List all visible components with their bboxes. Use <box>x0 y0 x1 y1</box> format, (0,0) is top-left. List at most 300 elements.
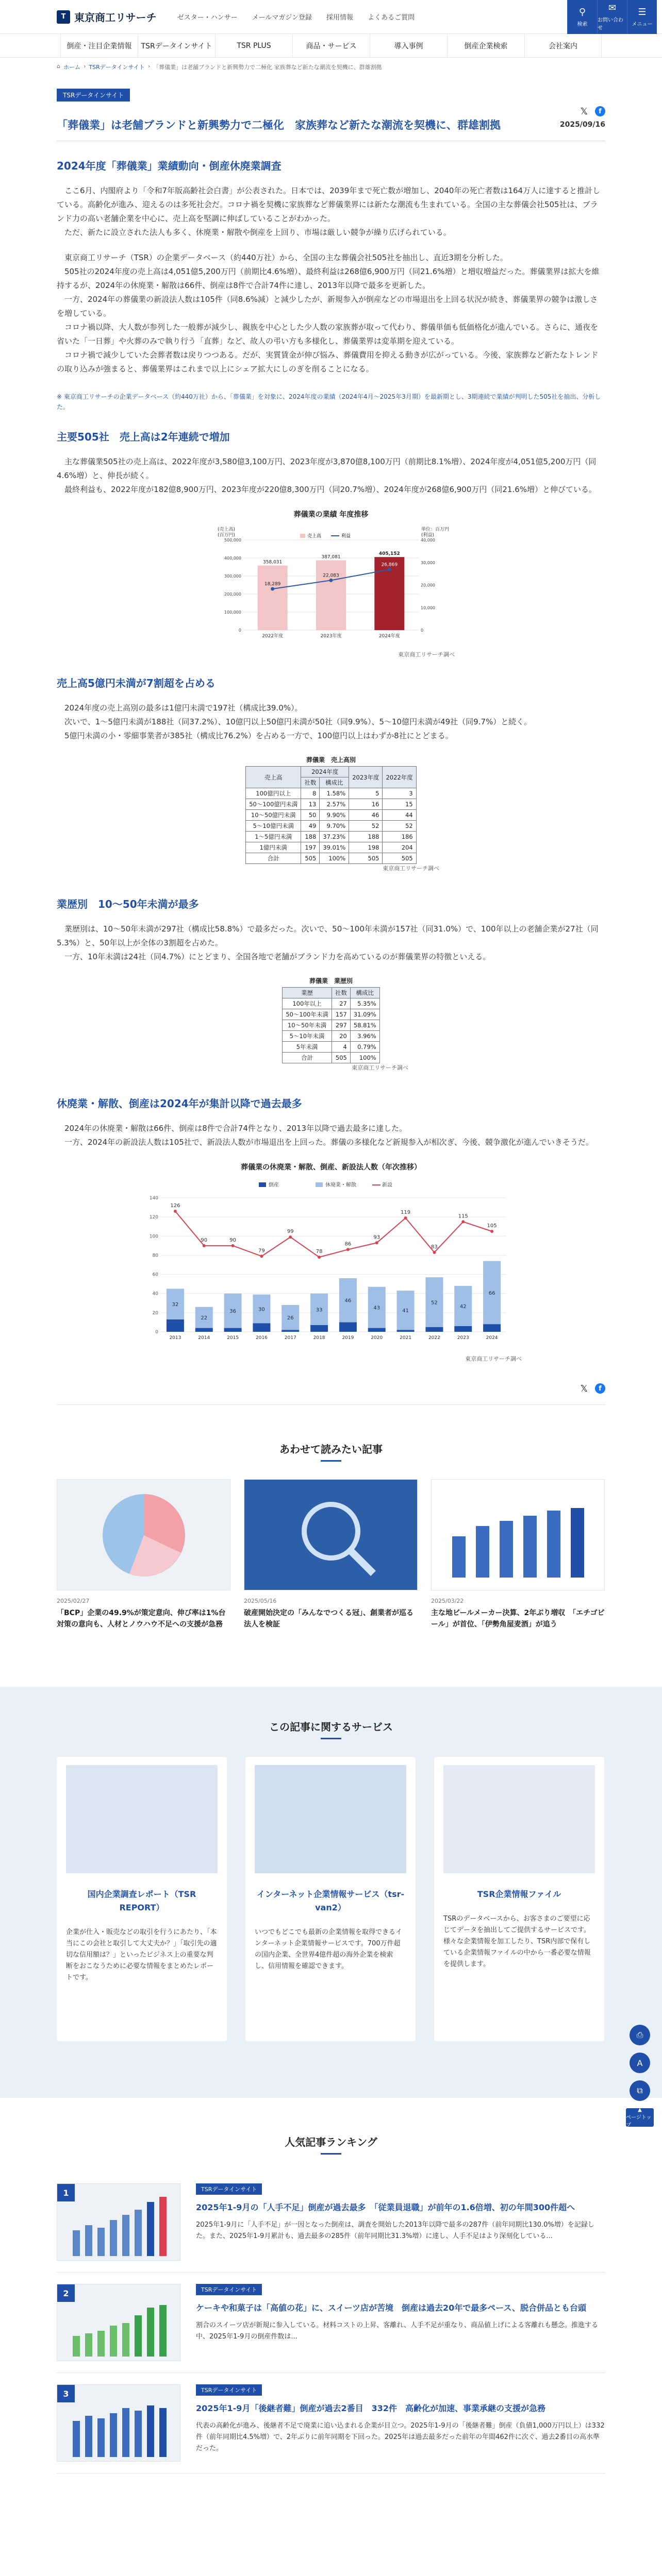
data-label-new: 78 <box>316 1249 323 1255</box>
legend-label-profit: 利益 <box>341 534 351 539</box>
table-cell: 10〜50年未満 <box>283 1020 332 1031</box>
data-label-closure: 26 <box>287 1315 294 1321</box>
table-row <box>246 810 417 821</box>
service-desc: 企業が仕入・販売などの取引を行うにあたり、「本当にこの会社と取引して大丈夫か？」「取引先の適切な信用額は？」といったビジネス上の重要な判断をおこなうために必要な情報をまとめたレポートです。 <box>66 1928 217 1981</box>
figure-source: 東京商工リサーチ調べ <box>398 651 455 658</box>
point-new <box>174 1210 177 1213</box>
y-tick-right: 40,000 <box>421 538 435 543</box>
header-links <box>177 12 567 22</box>
section-heading: 主要505社 売上高は2年連続で増加 <box>57 431 230 443</box>
x-tick: 2024年度 <box>378 634 400 639</box>
service-title: TSR企業情報ファイル <box>477 1889 561 1899</box>
article-title-row <box>57 106 605 141</box>
ranking-badge[interactable]: TSRデータインサイト <box>196 2284 262 2295</box>
related-articles <box>57 1441 605 1630</box>
ranking-thumbnail <box>57 2384 180 2462</box>
y-tick-left: 400,000 <box>224 556 241 561</box>
font-size-icon[interactable]: A <box>630 2053 650 2073</box>
table-cell: 1.58% <box>320 788 349 799</box>
bar-bankruptcy <box>167 1319 184 1332</box>
table-cell: 505 <box>332 1053 350 1063</box>
data-label-profit: 18,289 <box>264 581 281 587</box>
data-label-new: 105 <box>487 1223 497 1229</box>
data-label-new: 79 <box>258 1248 265 1254</box>
section-heading: 売上高5億円未満が7割超を占める <box>57 677 216 689</box>
table-cell: 52 <box>383 821 416 832</box>
ranking-title: ケーキや和菓子は「高値の花」に、スイーツ店が苦境 倒産は過去20年で最多ペース、脱合併品とも台頭 <box>196 2303 586 2313</box>
ranking-number: 1 <box>57 2184 75 2201</box>
table-row <box>283 1042 379 1053</box>
y-tick-right: 0 <box>421 628 424 633</box>
table-row <box>283 998 379 1009</box>
table-cell: 5 <box>349 788 383 799</box>
nav-data-insight[interactable]: TSRデータインサイト <box>138 34 215 57</box>
y-tick-left: 500,000 <box>224 538 241 543</box>
table-cell: 39.01% <box>320 842 349 853</box>
point-new <box>231 1244 235 1247</box>
table-cell: 186 <box>383 832 416 842</box>
table-cell: 44 <box>383 810 416 821</box>
table-cell: 100年以上 <box>283 998 332 1009</box>
global-nav <box>0 34 662 58</box>
x-tick: 2021 <box>400 1335 412 1341</box>
table-cell: 100% <box>350 1053 379 1063</box>
ranking-desc: 割合のスイーツ店が新規に参入している。材料コストの上昇、客離れ、人手不足が重なり、商品値上げによる客離れも懸念。推進する中、2025年1-9月の倒産件数は... <box>196 2321 599 2341</box>
x-tick: 2013 <box>169 1335 181 1341</box>
y-tick-left: 300,000 <box>224 574 241 579</box>
y-tick: 0 <box>155 1330 158 1335</box>
legend-label: 倒産 <box>269 1182 279 1188</box>
legend-label: 休廃業・解散 <box>325 1182 356 1188</box>
table-row <box>246 853 417 864</box>
section-heading: 2024年度「葬儀業」業績動向・倒産休廃業調査 <box>57 160 282 172</box>
search-button[interactable] <box>567 0 597 34</box>
bar-bankruptcy <box>454 1326 472 1332</box>
ranking-desc: 2025年1-9月に「人手不足」が一因となった倒産は、調査を開始した2013年以降で最多の287件（前年同期比130.0%増）を記録した。また、2025年1-9月累計も、過去最多の285件（前年同期比31.3%増）に達し、人手不足はより深刻化している... <box>196 2221 594 2240</box>
breadcrumb-current: 「葬儀業」は老舗ブランドと新興勢力で二極化 家族葬など新たな潮流を契機に、群雄割拠 <box>153 64 382 71</box>
table-row <box>246 788 417 799</box>
header-link-faq[interactable]: よくあるご質問 <box>368 14 415 22</box>
related-date: 2025/03/22 <box>431 1598 464 1604</box>
facebook-icon[interactable]: f <box>595 106 605 116</box>
bar-chart-image <box>432 1480 605 1590</box>
data-label-closure: 66 <box>488 1290 495 1296</box>
table-cell: 100% <box>320 853 349 864</box>
ranking-item[interactable] <box>57 2373 605 2473</box>
chevron-up-icon: ▲ <box>638 2107 642 2113</box>
ranking-item[interactable] <box>57 2273 605 2373</box>
breadcrumb-insight[interactable]: TSRデータインサイト <box>89 64 145 71</box>
table-cell: 合計 <box>283 1053 332 1063</box>
bar-bankruptcy <box>195 1328 213 1332</box>
table-cell: 9.90% <box>320 810 349 821</box>
service-card[interactable] <box>434 1757 604 2041</box>
site-header <box>0 0 662 34</box>
axis-unit-right: (利益) <box>421 533 435 538</box>
nav-bankrupt-search[interactable]: 倒産企業検索 <box>447 34 524 57</box>
data-label-closure: 32 <box>172 1302 179 1308</box>
data-label-closure: 46 <box>344 1298 352 1304</box>
related-card[interactable] <box>244 1479 418 1630</box>
table-cell: 100億円以上 <box>246 788 301 799</box>
y-tick-left: 200,000 <box>224 592 241 597</box>
header-link-recruit[interactable]: 採用情報 <box>326 14 354 22</box>
table-cell: 297 <box>332 1020 350 1031</box>
category-badge[interactable]: TSRデータインサイト <box>57 89 130 101</box>
table-header: 社数 <box>301 777 320 788</box>
article-title: 「葬儀業」は老舗ブランドと新興勢力で二極化 家族葬など新たな潮流を契機に、群雄割拠 <box>57 119 501 131</box>
related-title: 「BCP」企業の49.9%が策定意向、伸び率は1%台 対策の意向も、人材とノウハウ不足への支援が急務 <box>57 1609 233 1629</box>
service-card[interactable] <box>245 1757 416 2041</box>
figure-source: 東京商工リサーチ調べ <box>383 865 439 872</box>
data-label-closure: 33 <box>316 1307 323 1313</box>
table-cell: 合計 <box>246 853 301 864</box>
sales-table <box>245 766 417 864</box>
data-label-new: 93 <box>373 1234 380 1241</box>
ranking-body <box>196 2284 605 2361</box>
related-date: 2025/02/27 <box>57 1598 90 1604</box>
point-new <box>490 1230 493 1233</box>
bar-bankruptcy <box>253 1323 270 1332</box>
intro-paragraph: 東京商工リサーチ（TSR）の企業データベース（約440万社）から、全国の主な葬儀会社505社を抽出し、直近3期を分析した。 <box>57 253 508 262</box>
ranking-number: 3 <box>57 2385 75 2402</box>
x-tick: 2018 <box>313 1335 325 1341</box>
header-link-brand[interactable]: ゼスター・ハンサー <box>177 14 238 22</box>
ranking-item[interactable] <box>57 2172 605 2273</box>
bar-bankruptcy <box>310 1325 328 1332</box>
ranking-title: 2025年1-9月の「人手不足」倒産が過去最多 「従業員退職」が前年の1.6倍増、初の年間300件超へ <box>196 2202 575 2212</box>
section-paragraph: 主な葬儀業505社の売上高は、2022年度が3,580億3,100万円、2023年度が3,870億8,100万円（前期比8.1%増）、2024年度が4,051億5,200万円（同4.6%増）と、伸長が続く。 <box>57 457 597 480</box>
table-header: 2024年度 <box>301 767 349 777</box>
data-label-closure: 42 <box>459 1303 467 1310</box>
x-icon[interactable]: 𝕏 <box>580 106 588 117</box>
table-cell: 5.35% <box>350 998 379 1009</box>
section-paragraph: 2024年度の売上高別の最多は1億円未満で197社（構成比39.0%）。 <box>57 703 303 713</box>
legend-label-sales: 売上高 <box>307 534 322 539</box>
legend-swatch <box>259 1182 266 1187</box>
figure-source: 東京商工リサーチ調べ <box>465 1355 522 1362</box>
section-paragraph: 2024年の休廃業・解散は66件、倒産は8件で合計74件となり、2013年以降で過去最多に達した。 <box>57 1124 407 1133</box>
search-button-label: 検索 <box>577 21 588 27</box>
data-label-new: 86 <box>344 1241 352 1247</box>
ranking-body <box>196 2183 605 2261</box>
performance-chart-figure <box>207 509 455 658</box>
service-image <box>66 1765 218 1873</box>
y-tick-left: 100,000 <box>224 610 241 615</box>
home-icon: ⌂ <box>57 63 60 70</box>
ranking-number: 2 <box>57 2284 75 2302</box>
y-tick: 60 <box>152 1272 158 1278</box>
y-tick: 20 <box>152 1310 158 1316</box>
breadcrumb <box>57 63 605 71</box>
service-title: インターネット企業情報サービス（tsr-van2） <box>256 1889 405 1912</box>
table-cell: 1〜5億円未満 <box>246 832 301 842</box>
data-label-profit: 26,869 <box>381 562 398 568</box>
share-icon[interactable]: ⧉ <box>630 2080 650 2101</box>
data-label-new: 90 <box>201 1237 208 1243</box>
intro-paragraph: ただ、新たに設立された法人も多く、休廃業・解散や倒産を上回り、市場は厳しい競争が繰り広げられている。 <box>57 228 451 237</box>
table-cell: 3.96% <box>350 1031 379 1042</box>
data-label-closure: 41 <box>402 1308 409 1314</box>
page-top-label: ページトップ <box>626 2114 652 2128</box>
heading-underline <box>321 1738 341 1739</box>
menu-icon: ☰ <box>638 6 647 18</box>
table-row <box>283 1053 379 1063</box>
table-header: 社数 <box>332 988 350 998</box>
point-profit <box>388 568 391 571</box>
search-icon: ⚲ <box>578 6 586 18</box>
point-new <box>318 1256 321 1259</box>
data-label-new: 115 <box>458 1213 468 1219</box>
sales-table-figure <box>223 755 439 872</box>
service-image <box>255 1765 406 1873</box>
share-top <box>580 106 605 117</box>
x-tick: 2019 <box>342 1335 354 1341</box>
y-tick-right: 10,000 <box>421 605 435 611</box>
services-heading: この記事に関するサービス <box>269 1721 393 1733</box>
table-header: 構成比 <box>320 777 349 788</box>
magnifier-image <box>244 1480 418 1590</box>
legend-label: 新設 <box>382 1182 392 1188</box>
point-new <box>433 1251 436 1254</box>
table-cell: 15 <box>383 799 416 810</box>
table-row <box>246 821 417 832</box>
service-title: 国内企業調査レポート（TSR REPORT） <box>87 1889 196 1912</box>
x-tick: 2020 <box>371 1335 383 1341</box>
data-label-new: 99 <box>287 1229 294 1235</box>
x-tick: 2023年度 <box>320 634 342 639</box>
data-label-closure: 22 <box>201 1315 208 1321</box>
point-new <box>346 1248 350 1251</box>
nav-company[interactable]: 会社案内 <box>524 34 602 57</box>
y-tick-right: 30,000 <box>421 560 435 565</box>
history-table-figure <box>254 976 408 1072</box>
bar-bankruptcy <box>224 1328 242 1332</box>
section-heading: 業歴別 10〜50年未満が最多 <box>57 898 199 910</box>
related-grid <box>57 1479 605 1630</box>
table-header: 2023年度 <box>349 767 383 788</box>
table-cell: 10〜50億円未満 <box>246 810 301 821</box>
y-tick: 40 <box>152 1291 158 1297</box>
data-label-sales: 358,031 <box>263 560 283 565</box>
contact-button[interactable] <box>597 0 627 34</box>
related-card[interactable] <box>431 1479 605 1630</box>
section-paragraph: 一方、2024年の新設法人数は105社で、新設法人数が市場退出を上回った。葬儀の多様化など新規参入が相次ぎ、今後、競争激化が進んでいきそうだ。 <box>57 1138 593 1147</box>
table-cell: 9.70% <box>320 821 349 832</box>
table-header: 売上高 <box>246 767 301 788</box>
chart-title: 葬儀業の業績 年度推移 <box>293 511 369 519</box>
table-cell: 1億円未満 <box>246 842 301 853</box>
ranking-chart-image <box>57 2284 180 2361</box>
table-cell: 204 <box>383 842 416 853</box>
related-thumbnail <box>431 1479 605 1590</box>
facebook-icon[interactable]: f <box>595 1383 605 1394</box>
table-cell: 16 <box>349 799 383 810</box>
table-cell: 58.81% <box>350 1020 379 1031</box>
site-logo[interactable] <box>57 9 157 24</box>
table-header: 業歴 <box>283 988 332 998</box>
section-paragraph: 最終利益も、2022年度が182億8,900万円、2023年度が220億8,300万円（同20.7%増）、2024年度が268億6,900万円（同21.6%増）と伸びている。 <box>57 485 597 494</box>
data-label-sales: 387,081 <box>321 554 341 560</box>
point-profit <box>329 579 333 582</box>
section-paragraph: 業歴別は、10〜50年未満が297社（構成比58.8%）で最多だった。次いで、50〜100年未満が157社（同31.0%）で、100年以上の老舗企業が27社（同5.3%）と、50年以上が全体の3割超を占めた。 <box>57 924 599 947</box>
page-top-button[interactable] <box>626 2108 654 2127</box>
ranking-heading: 人気記事ランキング <box>285 2136 377 2148</box>
section-heading: 休廃業・解散、倒産は2024年が集計以降で過去最多 <box>57 1097 302 1110</box>
method-note: ※ 東京商工リサーチの企業データベース（約440万社）から、「葬儀業」を対象に、2024年度の業績（2024年4月〜2025年3月期）を最新期とし、3期連続で業績が判明した505社を抽出、分析した。 <box>57 393 601 411</box>
bar-bankruptcy <box>282 1330 299 1332</box>
breadcrumb-sep: › <box>83 63 86 70</box>
table-cell: 5〜10億円未満 <box>246 821 301 832</box>
table-cell: 4 <box>332 1042 350 1053</box>
point-new <box>461 1220 465 1223</box>
table-header: 2022年度 <box>383 767 416 788</box>
related-heading: あわせて読みたい記事 <box>279 1443 383 1455</box>
table-cell: 8 <box>301 788 320 799</box>
x-tick: 2015 <box>227 1335 239 1341</box>
article-date: 2025/09/16 <box>559 121 605 129</box>
ranking-badge[interactable]: TSRデータインサイト <box>196 2183 262 2195</box>
data-label-new: 119 <box>401 1210 411 1215</box>
table-row <box>246 799 417 810</box>
services-grid <box>57 1757 605 2041</box>
x-icon[interactable]: 𝕏 <box>580 1383 588 1394</box>
related-card[interactable] <box>57 1479 233 1630</box>
x-tick: 2014 <box>198 1335 210 1341</box>
table-caption: 葬儀業 業歴別 <box>309 977 353 985</box>
point-new <box>404 1216 407 1219</box>
menu-button-label: メニュー <box>632 21 653 27</box>
ranking-thumbnail <box>57 2183 180 2261</box>
side-tools <box>626 2025 654 2127</box>
table-cell: 37.23% <box>320 832 349 842</box>
table-cell: 188 <box>301 832 320 842</box>
data-label-closure: 52 <box>431 1300 438 1306</box>
intro-paragraph: 505社の2024年度の売上高は4,051億5,200万円（前期比4.6%増）、最終利益は268億6,900万円（同21.6%増）と増収増益だった。葬儀業界は拡大を維持するが、2024年の休廃業・解散は66件、倒産は8件で合計74件に達し、2013年以降で最多を更新した。 <box>57 267 600 290</box>
service-desc: TSRのデータベースから、お客さまのご要望に応じてデータを抽出してご提供するサービスです。様々な企業情報を加工したり、TSR内部で保有している企業情報ファイルの中から一番必要な情報を提供します。 <box>443 1915 591 1968</box>
nav-tsr-plus[interactable]: TSR PLUS <box>215 34 292 57</box>
table-cell: 50〜100億円未満 <box>246 799 301 810</box>
table-cell: 50 <box>301 810 320 821</box>
x-tick: 2017 <box>284 1335 296 1341</box>
table-cell: 5〜10年未満 <box>283 1031 332 1042</box>
intro-paragraph: 一方、2024年の葬儀業の新設法人数は105件（同8.6%減）と減少したが、新規参入が倒産などの市場退出を上回る状況が続き、葬儀業界の競争は激しさを増している。 <box>57 295 598 318</box>
print-icon[interactable]: ⎙ <box>630 2025 650 2045</box>
ranking-desc: 代表の高齢化が進み、後継者不足で廃業に追い込まれる企業が目立つ。2025年1-9月の「後継者難」倒産（負債1,000万円以上）は332件（前年同期比4.5%増）で、2年ぶりに前年同期を下回った。2025年は過去最多だった前年の年間462件に次ぐ、過去2番目の高水準だった。 <box>196 2422 605 2452</box>
table-cell: 46 <box>349 810 383 821</box>
intro-paragraph: コロナ禍以降、大人数が参列した一般葬が減少し、親族を中心とした少人数の家族葬が取って代わり、葬儀単価も低価格化が進んでいる。さらに、通夜を省いた「一日葬」や火葬のみで執り行う「直葬」など、故人の弔い方も多様化し、葬儀業界は変革期を迎えている。 <box>57 323 599 346</box>
trend-chart-figure <box>140 1162 522 1363</box>
table-cell: 3 <box>383 788 416 799</box>
point-new <box>203 1244 206 1247</box>
y-tick: 120 <box>149 1215 158 1221</box>
breadcrumb-home[interactable]: ホーム <box>63 64 80 71</box>
service-desc: いつでもどこでも最新の企業情報を取得できるインターネット企業情報サービスです。700万件超の国内企業、全世界4億件超の海外企業を検索し、信用情報を確認できます。 <box>255 1928 403 1970</box>
table-cell: 157 <box>332 1009 350 1020</box>
nav-services[interactable]: 商品・サービス <box>292 34 370 57</box>
service-card[interactable] <box>57 1757 227 2041</box>
table-cell: 505 <box>301 853 320 864</box>
table-row <box>246 842 417 853</box>
intro-paragraph: ここ6月、内閣府より「令和7年版高齢社会白書」が公表された。日本では、2039年まで死亡数が増加し、2040年の死亡者数は164万人に達すると推計している。高齢化が進み、迎えるのは多死社会だ。コロナ禍を契機に家族葬など葬儀業界には新たな潮流も生まれている。全国の主な葬儀会社505社は、ブランド力の高い老舗企業を中心に、売上高を堅調に伸ばしていることがわかった。 <box>57 186 601 223</box>
y-tick-right: 20,000 <box>421 583 435 588</box>
bar-bankruptcy <box>339 1322 357 1332</box>
contact-button-label: お問い合わせ <box>598 18 623 31</box>
related-thumbnail <box>244 1479 418 1590</box>
table-row <box>283 1031 379 1042</box>
data-label-closure: 43 <box>373 1305 380 1311</box>
axis-label-left: (売上高) <box>218 527 236 532</box>
data-label-new: 126 <box>170 1203 180 1209</box>
bar-sales <box>316 561 346 630</box>
article <box>57 71 605 1405</box>
legend-swatch <box>316 1182 323 1187</box>
table-row <box>283 1020 379 1031</box>
intro-paragraph: コロナ禍で減少していた会葬者数は戻りつつある。だが、実質賃金が伸び悩み、葬儀費用を抑える動きが広がっている。今後、家族葬など新たなトレンドの取り込みが強まると、葬儀業界はこれまで以上にシェア拡大にしのぎを削ることになる。 <box>57 350 599 374</box>
bar-bankruptcy <box>483 1324 501 1332</box>
logo-mark-icon: T <box>57 10 70 24</box>
point-profit <box>271 587 274 590</box>
axis-unit-left: (百万円) <box>218 533 236 538</box>
bar-bankruptcy <box>397 1330 415 1332</box>
table-header: 構成比 <box>350 988 379 998</box>
ranking-body <box>196 2384 605 2462</box>
y-tick: 100 <box>149 1234 158 1240</box>
ranking-title: 2025年1-9月「後継者難」倒産が過去2番目 332件 高齢化が加速、事業承継の支援が急務 <box>196 2403 545 2413</box>
table-cell: 5年未満 <box>283 1042 332 1053</box>
mail-icon: ✉ <box>608 3 617 13</box>
ranking-badge[interactable]: TSRデータインサイト <box>196 2384 262 2396</box>
menu-button[interactable] <box>627 0 657 34</box>
history-table <box>282 987 379 1063</box>
table-cell: 2.57% <box>320 799 349 810</box>
y-tick: 140 <box>149 1196 158 1201</box>
table-cell: 20 <box>332 1031 350 1042</box>
table-cell: 52 <box>349 821 383 832</box>
performance-chart <box>207 519 455 648</box>
bar-bankruptcy <box>425 1327 443 1332</box>
x-tick: 2024 <box>486 1335 498 1341</box>
nav-case-studies[interactable]: 導入事例 <box>370 34 447 57</box>
table-cell: 0.79% <box>350 1042 379 1053</box>
trend-chart <box>140 1172 522 1352</box>
data-label-sales: 405,152 <box>378 551 400 557</box>
x-tick: 2023 <box>457 1335 469 1341</box>
table-cell: 197 <box>301 842 320 853</box>
y-tick: 80 <box>152 1253 158 1259</box>
table-cell: 49 <box>301 821 320 832</box>
table-cell: 13 <box>301 799 320 810</box>
legend-swatch-sales <box>300 534 305 538</box>
related-title: 主な地ビールメーカー決算、2年ぶり増収 「エチゴビール」が首位、「伊勢角屋麦酒」が追う <box>431 1609 605 1629</box>
heading-underline <box>321 2153 341 2155</box>
nav-bankruptcy[interactable]: 倒産・注目企業情報 <box>60 34 138 57</box>
breadcrumb-sep: › <box>147 63 151 70</box>
table-cell: 50〜100年未満 <box>283 1009 332 1020</box>
table-cell: 198 <box>349 842 383 853</box>
related-date: 2025/05/16 <box>244 1598 277 1604</box>
y-tick-left: 0 <box>238 628 241 633</box>
data-label-closure: 36 <box>229 1309 236 1315</box>
ranking-chart-image <box>57 2385 180 2462</box>
line-new <box>175 1211 492 1257</box>
data-label-new: 90 <box>229 1237 236 1243</box>
table-cell: 31.09% <box>350 1009 379 1020</box>
point-new <box>260 1255 263 1258</box>
header-link-newsletter[interactable]: メールマガジン登録 <box>252 14 312 22</box>
point-new <box>375 1241 378 1244</box>
axis-label-right: 単位：百万円 <box>421 527 450 532</box>
